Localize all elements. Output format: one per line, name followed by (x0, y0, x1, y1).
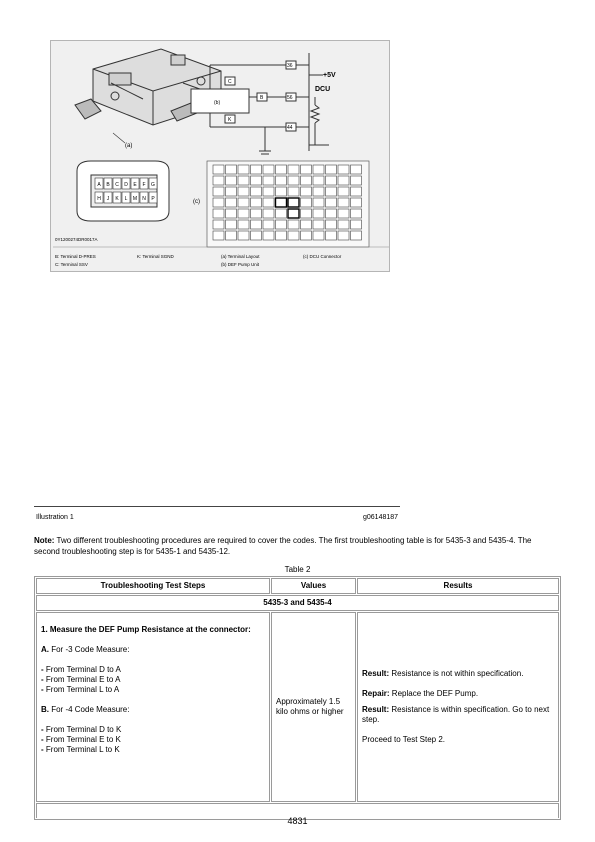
grid-cell (263, 198, 274, 207)
grid-cell (276, 198, 287, 207)
grid-cell (213, 176, 224, 185)
grid-cell (326, 165, 337, 174)
legend-b: B: Terminal D-PRES (55, 254, 96, 259)
grid-cell (338, 209, 349, 218)
pump-unit-label: (b) (214, 100, 221, 106)
grid-cell (213, 209, 224, 218)
grid-cell (301, 231, 312, 240)
table-caption: Table 2 (284, 565, 311, 574)
grid-cell (288, 220, 299, 229)
grid-cell (326, 198, 337, 207)
note-prefix: Note: (34, 536, 55, 545)
grid-cell (251, 231, 262, 240)
grid-cell (263, 209, 274, 218)
grid-cell (251, 187, 262, 196)
grid-cell (313, 187, 324, 196)
subheader-codes: 5435-3 and 5435-4 (36, 595, 559, 611)
header-results: Results (357, 578, 559, 594)
grid-cell (226, 220, 237, 229)
grid-cell (238, 165, 249, 174)
grid-cell (251, 209, 262, 218)
list-item: - From Terminal L to K (41, 745, 120, 754)
grid-cell (313, 165, 324, 174)
header-steps: Troubleshooting Test Steps (36, 578, 270, 594)
list-item: - From Terminal E to A (41, 675, 121, 684)
connector-pin-label: L (124, 196, 128, 202)
grid-cell (288, 165, 299, 174)
grid-cell (338, 198, 349, 207)
figure-legend (55, 254, 342, 267)
grid-cell (276, 220, 287, 229)
legend-k: K: Terminal SGND (137, 254, 174, 259)
grid-cell (213, 165, 224, 174)
grid-cell (251, 176, 262, 185)
list-item: - From Terminal E to K (41, 735, 121, 744)
grid-cell (338, 231, 349, 240)
grid-cell (226, 198, 237, 207)
connector-pin-label: E (133, 182, 137, 188)
connector-label: (c) (193, 199, 200, 205)
grid-cell (276, 165, 287, 174)
image-code: 0Y1200274DR0017A (55, 237, 98, 242)
grid-cell (226, 209, 237, 218)
grid-cell (288, 176, 299, 185)
repair-text: Repair: Replace the DEF Pump. (362, 689, 479, 698)
connector-pin-label: G (151, 182, 155, 188)
step-title: 1. Measure the DEF Pump Resistance at the connector: (41, 625, 251, 634)
grid-cell (226, 187, 237, 196)
connector-pin-label: N (142, 196, 146, 202)
terminal-b-label: B (260, 95, 264, 101)
connector-pin-label: D (124, 182, 128, 188)
header-values: Values (271, 578, 356, 594)
grid-cell (301, 187, 312, 196)
legend-c-connector: (c) DCU Connector (303, 254, 342, 259)
grid-cell (263, 231, 274, 240)
grid-cell (301, 220, 312, 229)
note-paragraph (34, 535, 559, 557)
grid-cell (338, 187, 349, 196)
grid-cell (263, 220, 274, 229)
grid-cell (238, 176, 249, 185)
list-item: - From Terminal D to K (41, 725, 122, 734)
grid-cell (276, 187, 287, 196)
grid-cell (301, 209, 312, 218)
grid-cell (213, 198, 224, 207)
connector-pin-label: F (142, 182, 146, 188)
grid-cell (351, 176, 362, 185)
connector-pin-label: J (106, 196, 110, 202)
legend-b-unit: (b) DEF Pump Unit (221, 262, 260, 267)
grid-cell (288, 209, 299, 218)
grid-cell (226, 231, 237, 240)
illustration-rule (34, 506, 400, 507)
grid-cell (226, 176, 237, 185)
connector-pin-label: H (97, 196, 101, 202)
list-item: - From Terminal L to A (41, 685, 120, 694)
grid-cell (338, 165, 349, 174)
grid-cell (238, 198, 249, 207)
grid-cell (288, 231, 299, 240)
steps-cell (36, 612, 270, 802)
grid-cell (326, 220, 337, 229)
illustration-figure (50, 40, 390, 272)
connector-pin-label: B (106, 182, 110, 188)
results-cell (357, 612, 559, 802)
table-row (36, 612, 559, 802)
grid-cell (251, 198, 262, 207)
layout-label: (a) (125, 143, 133, 149)
values-cell (271, 612, 356, 802)
illustration-label: Illustration 1 (36, 514, 74, 521)
terminal-layout-connector (77, 161, 169, 221)
table-header-row (36, 578, 559, 594)
terminal-k-label: K (228, 117, 232, 123)
grid-cell (351, 165, 362, 174)
dcu-connector-grid (207, 161, 369, 247)
pin-36-label: 36 (287, 63, 293, 69)
grid-cell (263, 176, 274, 185)
grid-cell (301, 198, 312, 207)
grid-cell (263, 187, 274, 196)
grid-cell (313, 198, 324, 207)
def-pump-drawing (75, 49, 221, 125)
terminal-c-label: C (228, 79, 232, 85)
connector-pin-label: K (115, 196, 119, 202)
grid-cell (313, 176, 324, 185)
dcu-label: DCU (315, 86, 331, 93)
grid-cell (313, 231, 324, 240)
grid-cell (251, 220, 262, 229)
grid-cell (301, 165, 312, 174)
grid-cell (226, 165, 237, 174)
grid-cell (238, 231, 249, 240)
grid-cell (326, 187, 337, 196)
resistance-value: Approximately 1.5 kilo ohms or higher (276, 697, 344, 716)
proceed-text: Proceed to Test Step 2. (362, 735, 446, 744)
connector-pin-label: A (97, 182, 101, 188)
grid-cell (238, 187, 249, 196)
grid-cell (338, 176, 349, 185)
supply-voltage-label: +5V (323, 72, 336, 79)
grid-cell (351, 231, 362, 240)
grid-cell (276, 231, 287, 240)
grid-cell (351, 220, 362, 229)
grid-cell (263, 165, 274, 174)
grid-cell (338, 220, 349, 229)
pin-44-label: 44 (287, 125, 293, 131)
grid-cell (213, 187, 224, 196)
legend-a: (a) Terminal Layout (221, 254, 260, 259)
grid-cell (351, 198, 362, 207)
grid-cell (313, 220, 324, 229)
grid-cell (276, 209, 287, 218)
grid-cell (326, 176, 337, 185)
wiring-diagram (51, 41, 391, 273)
grid-cell (276, 176, 287, 185)
legend-c: C: Terminal SSV (55, 262, 88, 267)
grid-cell (238, 209, 249, 218)
table-subheader-row (36, 595, 559, 611)
troubleshooting-table (34, 576, 561, 820)
connector-pin-label: M (132, 196, 138, 202)
grid-cell (251, 165, 262, 174)
connector-pin-label: P (151, 196, 155, 202)
grid-cell (326, 231, 337, 240)
grid-cell (351, 209, 362, 218)
grid-cell (313, 209, 324, 218)
pin-56-label: 56 (287, 95, 293, 101)
illustration-id: g06148187 (363, 514, 399, 521)
result-not-in-spec: Result: Resistance is not within specification. (362, 669, 524, 678)
part-b: B. For -4 Code Measure: (41, 705, 130, 714)
grid-cell (326, 209, 337, 218)
note-text: Two different troubleshooting procedures are required to cover the codes. The first troubleshooting table is for 5435-3 and 5435-4. The second troubleshooting step is for 5435-1 and 5435-12. (34, 536, 532, 556)
grid-cell (213, 231, 224, 240)
grid-cell (288, 187, 299, 196)
grid-cell (301, 176, 312, 185)
result-in-spec: Result: Resistance is within specification. Go to next step. (362, 705, 550, 724)
grid-cell (288, 198, 299, 207)
grid-cell (213, 220, 224, 229)
grid-cell (351, 187, 362, 196)
page-number: 4831 (287, 816, 308, 826)
part-a: A. For -3 Code Measure: (41, 645, 130, 654)
grid-cell (238, 220, 249, 229)
connector-pin-label: C (115, 182, 119, 188)
list-item: - From Terminal D to A (41, 665, 121, 674)
